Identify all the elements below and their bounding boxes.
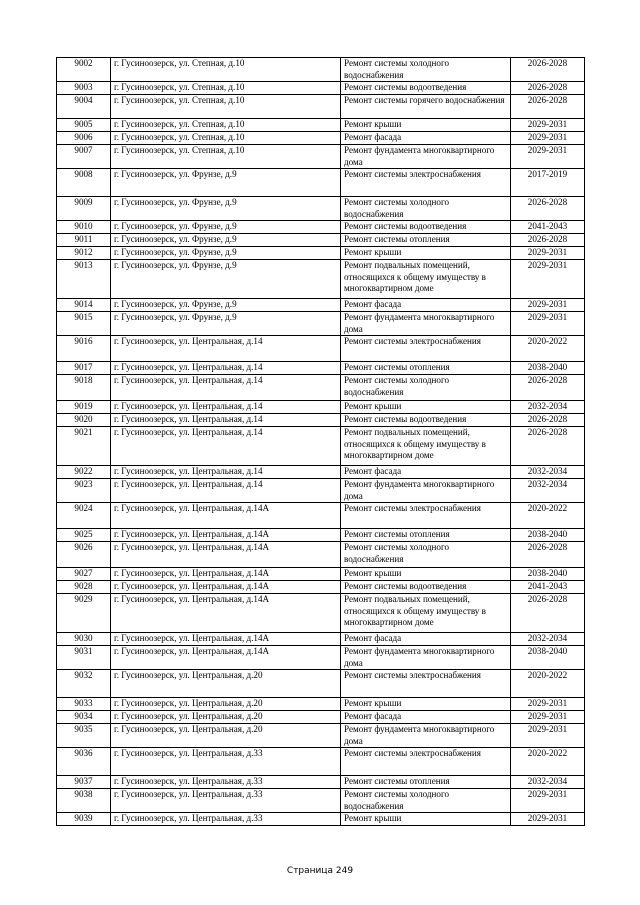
table-row: [57, 401, 585, 414]
row-number: 9024: [57, 503, 111, 529]
row-address: г. Гусиноозерск, ул. Центральная, д.33: [111, 748, 341, 776]
row-address: г. Гусиноозерск, ул. Центральная, д.14А: [111, 529, 341, 542]
row-address: г. Гусиноозерск, ул. Центральная, д.14: [111, 414, 341, 427]
row-address: г. Гусиноозерск, ул. Фрунзе, д.9: [111, 299, 341, 312]
row-years: 2026-2028: [511, 594, 585, 633]
table-row: [57, 711, 585, 724]
row-number: 9036: [57, 748, 111, 776]
row-work-type: Ремонт фасада: [341, 466, 511, 479]
table-row: [57, 362, 585, 375]
row-number: 9008: [57, 169, 111, 197]
table-row: [57, 414, 585, 427]
row-years: 2029-2031: [511, 711, 585, 724]
row-years: 2041-2043: [511, 221, 585, 234]
row-work-type: Ремонт фундамента многоквартирного дома: [341, 312, 511, 336]
row-years: 2026-2028: [511, 542, 585, 568]
row-address: г. Гусиноозерск, ул. Фрунзе, д.9: [111, 197, 341, 221]
row-years: 2032-2034: [511, 479, 585, 503]
row-number: 9021: [57, 427, 111, 466]
row-number: 9011: [57, 234, 111, 247]
table-row: [57, 670, 585, 698]
row-years: 2029-2031: [511, 299, 585, 312]
row-number: 9035: [57, 724, 111, 748]
row-work-type: Ремонт системы водоотведения: [341, 581, 511, 594]
table-row: [57, 247, 585, 260]
table-row: [57, 748, 585, 776]
table-row: [57, 375, 585, 401]
row-address: г. Гусиноозерск, ул. Центральная, д.14: [111, 375, 341, 401]
row-number: 9015: [57, 312, 111, 336]
row-number: 9014: [57, 299, 111, 312]
row-years: 2029-2031: [511, 698, 585, 711]
row-address: г. Гусиноозерск, ул. Центральная, д.14А: [111, 646, 341, 670]
row-years: 2029-2031: [511, 312, 585, 336]
row-address: г. Гусиноозерск, ул. Фрунзе, д.9: [111, 221, 341, 234]
row-years: 2020-2022: [511, 670, 585, 698]
row-number: 9025: [57, 529, 111, 542]
row-address: г. Гусиноозерск, ул. Центральная, д.33: [111, 789, 341, 813]
row-work-type: Ремонт фундамента многоквартирного дома: [341, 479, 511, 503]
row-years: 2029-2031: [511, 247, 585, 260]
row-number: 9013: [57, 260, 111, 299]
row-years: 2029-2031: [511, 119, 585, 132]
row-address: г. Гусиноозерск, ул. Центральная, д.33: [111, 776, 341, 789]
row-work-type: Ремонт системы холодного водоснабжения: [341, 375, 511, 401]
row-address: г. Гусиноозерск, ул. Степная, д.10: [111, 132, 341, 145]
row-work-type: Ремонт системы отопления: [341, 776, 511, 789]
row-number: 9023: [57, 479, 111, 503]
row-number: 9005: [57, 119, 111, 132]
row-work-type: Ремонт фасада: [341, 711, 511, 724]
row-years: 2032-2034: [511, 776, 585, 789]
row-years: 2029-2031: [511, 724, 585, 748]
row-number: 9039: [57, 813, 111, 826]
row-years: 2026-2028: [511, 82, 585, 95]
row-number: 9022: [57, 466, 111, 479]
row-address: г. Гусиноозерск, ул. Фрунзе, д.9: [111, 234, 341, 247]
row-address: г. Гусиноозерск, ул. Центральная, д.14А: [111, 503, 341, 529]
row-work-type: Ремонт крыши: [341, 247, 511, 260]
row-address: г. Гусиноозерск, ул. Центральная, д.14А: [111, 542, 341, 568]
table-row: [57, 132, 585, 145]
row-number: 9028: [57, 581, 111, 594]
row-work-type: Ремонт подвальных помещений, относящихся к общему имуществу в многоквартирном доме: [341, 594, 511, 633]
row-address: г. Гусиноозерск, ул. Фрунзе, д.9: [111, 169, 341, 197]
row-work-type: Ремонт фундамента многоквартирного дома: [341, 724, 511, 748]
row-address: г. Гусиноозерск, ул. Центральная, д.14А: [111, 581, 341, 594]
row-work-type: Ремонт системы водоотведения: [341, 414, 511, 427]
row-address: г. Гусиноозерск, ул. Центральная, д.14: [111, 479, 341, 503]
row-work-type: Ремонт крыши: [341, 119, 511, 132]
row-work-type: Ремонт системы горячего водоснабжения: [341, 95, 511, 119]
row-address: г. Гусиноозерск, ул. Центральная, д.14: [111, 401, 341, 414]
table-row: [57, 633, 585, 646]
row-work-type: Ремонт системы холодного водоснабжения: [341, 58, 511, 82]
table-row: [57, 466, 585, 479]
row-work-type: Ремонт системы электроснабжения: [341, 748, 511, 776]
row-work-type: Ремонт фасада: [341, 633, 511, 646]
row-address: г. Гусиноозерск, ул. Центральная, д.20: [111, 711, 341, 724]
row-address: г. Гусиноозерск, ул. Фрунзе, д.9: [111, 247, 341, 260]
table-row: [57, 568, 585, 581]
row-number: 9038: [57, 789, 111, 813]
row-number: 9034: [57, 711, 111, 724]
table-row: [57, 503, 585, 529]
row-address: г. Гусиноозерск, ул. Центральная, д.33: [111, 813, 341, 826]
row-work-type: Ремонт системы холодного водоснабжения: [341, 542, 511, 568]
row-number: 9029: [57, 594, 111, 633]
row-work-type: Ремонт системы электроснабжения: [341, 670, 511, 698]
row-years: 2026-2028: [511, 234, 585, 247]
repair-schedule-table: [56, 57, 585, 826]
row-years: 2038-2040: [511, 568, 585, 581]
table-row: [57, 234, 585, 247]
table-row: [57, 813, 585, 826]
row-work-type: Ремонт системы водоотведения: [341, 82, 511, 95]
page-footer: Страница 249: [286, 866, 354, 876]
row-work-type: Ремонт системы электроснабжения: [341, 169, 511, 197]
row-address: г. Гусиноозерск, ул. Степная, д.10: [111, 119, 341, 132]
row-address: г. Гусиноозерск, ул. Центральная, д.20: [111, 698, 341, 711]
row-number: 9031: [57, 646, 111, 670]
table-row: [57, 529, 585, 542]
row-number: 9002: [57, 58, 111, 82]
row-address: г. Гусиноозерск, ул. Степная, д.10: [111, 58, 341, 82]
row-years: 2026-2028: [511, 427, 585, 466]
row-address: г. Гусиноозерск, ул. Центральная, д.20: [111, 724, 341, 748]
row-address: г. Гусиноозерск, ул. Центральная, д.20: [111, 670, 341, 698]
row-work-type: Ремонт подвальных помещений, относящихся к общему имуществу в многоквартирном доме: [341, 427, 511, 466]
row-work-type: Ремонт фундамента многоквартирного дома: [341, 145, 511, 169]
row-number: 9007: [57, 145, 111, 169]
row-number: 9010: [57, 221, 111, 234]
row-years: 2038-2040: [511, 646, 585, 670]
table-row: [57, 336, 585, 362]
row-address: г. Гусиноозерск, ул. Степная, д.10: [111, 82, 341, 95]
row-years: 2032-2034: [511, 633, 585, 646]
row-address: г. Гусиноозерск, ул. Степная, д.10: [111, 95, 341, 119]
table-row: [57, 698, 585, 711]
table-row: [57, 299, 585, 312]
row-years: 2041-2043: [511, 581, 585, 594]
table-body: [57, 58, 585, 826]
row-number: 9006: [57, 132, 111, 145]
row-address: г. Гусиноозерск, ул. Степная, д.10: [111, 145, 341, 169]
row-number: 9018: [57, 375, 111, 401]
row-work-type: Ремонт системы отопления: [341, 362, 511, 375]
row-work-type: Ремонт системы водоотведения: [341, 221, 511, 234]
table-row: [57, 119, 585, 132]
row-address: г. Гусиноозерск, ул. Фрунзе, д.9: [111, 312, 341, 336]
row-number: 9009: [57, 197, 111, 221]
row-number: 9033: [57, 698, 111, 711]
row-years: 2026-2028: [511, 95, 585, 119]
row-years: 2032-2034: [511, 401, 585, 414]
table-row: [57, 82, 585, 95]
table-row: [57, 312, 585, 336]
table-row: [57, 776, 585, 789]
table-row: [57, 479, 585, 503]
row-number: 9030: [57, 633, 111, 646]
table-row: [57, 260, 585, 299]
row-work-type: Ремонт системы отопления: [341, 234, 511, 247]
row-number: 9003: [57, 82, 111, 95]
row-address: г. Гусиноозерск, ул. Центральная, д.14А: [111, 594, 341, 633]
row-work-type: Ремонт крыши: [341, 698, 511, 711]
row-years: 2038-2040: [511, 362, 585, 375]
table-row: [57, 542, 585, 568]
row-work-type: Ремонт фасада: [341, 299, 511, 312]
row-years: 2038-2040: [511, 529, 585, 542]
table-row: [57, 58, 585, 82]
row-number: 9004: [57, 95, 111, 119]
row-years: 2017-2019: [511, 169, 585, 197]
row-address: г. Гусиноозерск, ул. Центральная, д.14: [111, 362, 341, 375]
row-work-type: Ремонт системы электроснабжения: [341, 336, 511, 362]
table-row: [57, 646, 585, 670]
table-row: [57, 594, 585, 633]
row-work-type: Ремонт крыши: [341, 813, 511, 826]
row-years: 2029-2031: [511, 132, 585, 145]
row-years: 2029-2031: [511, 260, 585, 299]
table-row: [57, 169, 585, 197]
row-years: 2026-2028: [511, 375, 585, 401]
row-address: г. Гусиноозерск, ул. Центральная, д.14А: [111, 633, 341, 646]
row-years: 2029-2031: [511, 145, 585, 169]
row-years: 2026-2028: [511, 197, 585, 221]
row-number: 9032: [57, 670, 111, 698]
row-address: г. Гусиноозерск, ул. Центральная, д.14: [111, 466, 341, 479]
row-years: 2029-2031: [511, 789, 585, 813]
row-work-type: Ремонт системы отопления: [341, 529, 511, 542]
row-years: 2026-2028: [511, 58, 585, 82]
row-number: 9016: [57, 336, 111, 362]
table-row: [57, 221, 585, 234]
row-work-type: Ремонт подвальных помещений, относящихся к общему имуществу в многоквартирном доме: [341, 260, 511, 299]
row-years: 2020-2022: [511, 503, 585, 529]
row-number: 9019: [57, 401, 111, 414]
row-number: 9020: [57, 414, 111, 427]
row-work-type: Ремонт крыши: [341, 568, 511, 581]
row-number: 9017: [57, 362, 111, 375]
row-years: 2026-2028: [511, 414, 585, 427]
row-work-type: Ремонт фасада: [341, 132, 511, 145]
table-row: [57, 427, 585, 466]
table-row: [57, 724, 585, 748]
table-row: [57, 581, 585, 594]
row-work-type: Ремонт крыши: [341, 401, 511, 414]
row-address: г. Гусиноозерск, ул. Центральная, д.14А: [111, 568, 341, 581]
row-address: г. Гусиноозерск, ул. Центральная, д.14: [111, 427, 341, 466]
row-number: 9037: [57, 776, 111, 789]
table-row: [57, 197, 585, 221]
row-years: 2020-2022: [511, 748, 585, 776]
row-years: 2020-2022: [511, 336, 585, 362]
row-work-type: Ремонт фундамента многоквартирного дома: [341, 646, 511, 670]
table-row: [57, 145, 585, 169]
table-row: [57, 789, 585, 813]
row-work-type: Ремонт системы холодного водоснабжения: [341, 197, 511, 221]
row-work-type: Ремонт системы холодного водоснабжения: [341, 789, 511, 813]
row-number: 9026: [57, 542, 111, 568]
row-years: 2032-2034: [511, 466, 585, 479]
row-number: 9027: [57, 568, 111, 581]
row-number: 9012: [57, 247, 111, 260]
row-work-type: Ремонт системы электроснабжения: [341, 503, 511, 529]
row-address: г. Гусиноозерск, ул. Фрунзе, д.9: [111, 260, 341, 299]
row-years: 2029-2031: [511, 813, 585, 826]
row-address: г. Гусиноозерск, ул. Центральная, д.14: [111, 336, 341, 362]
table-row: [57, 95, 585, 119]
